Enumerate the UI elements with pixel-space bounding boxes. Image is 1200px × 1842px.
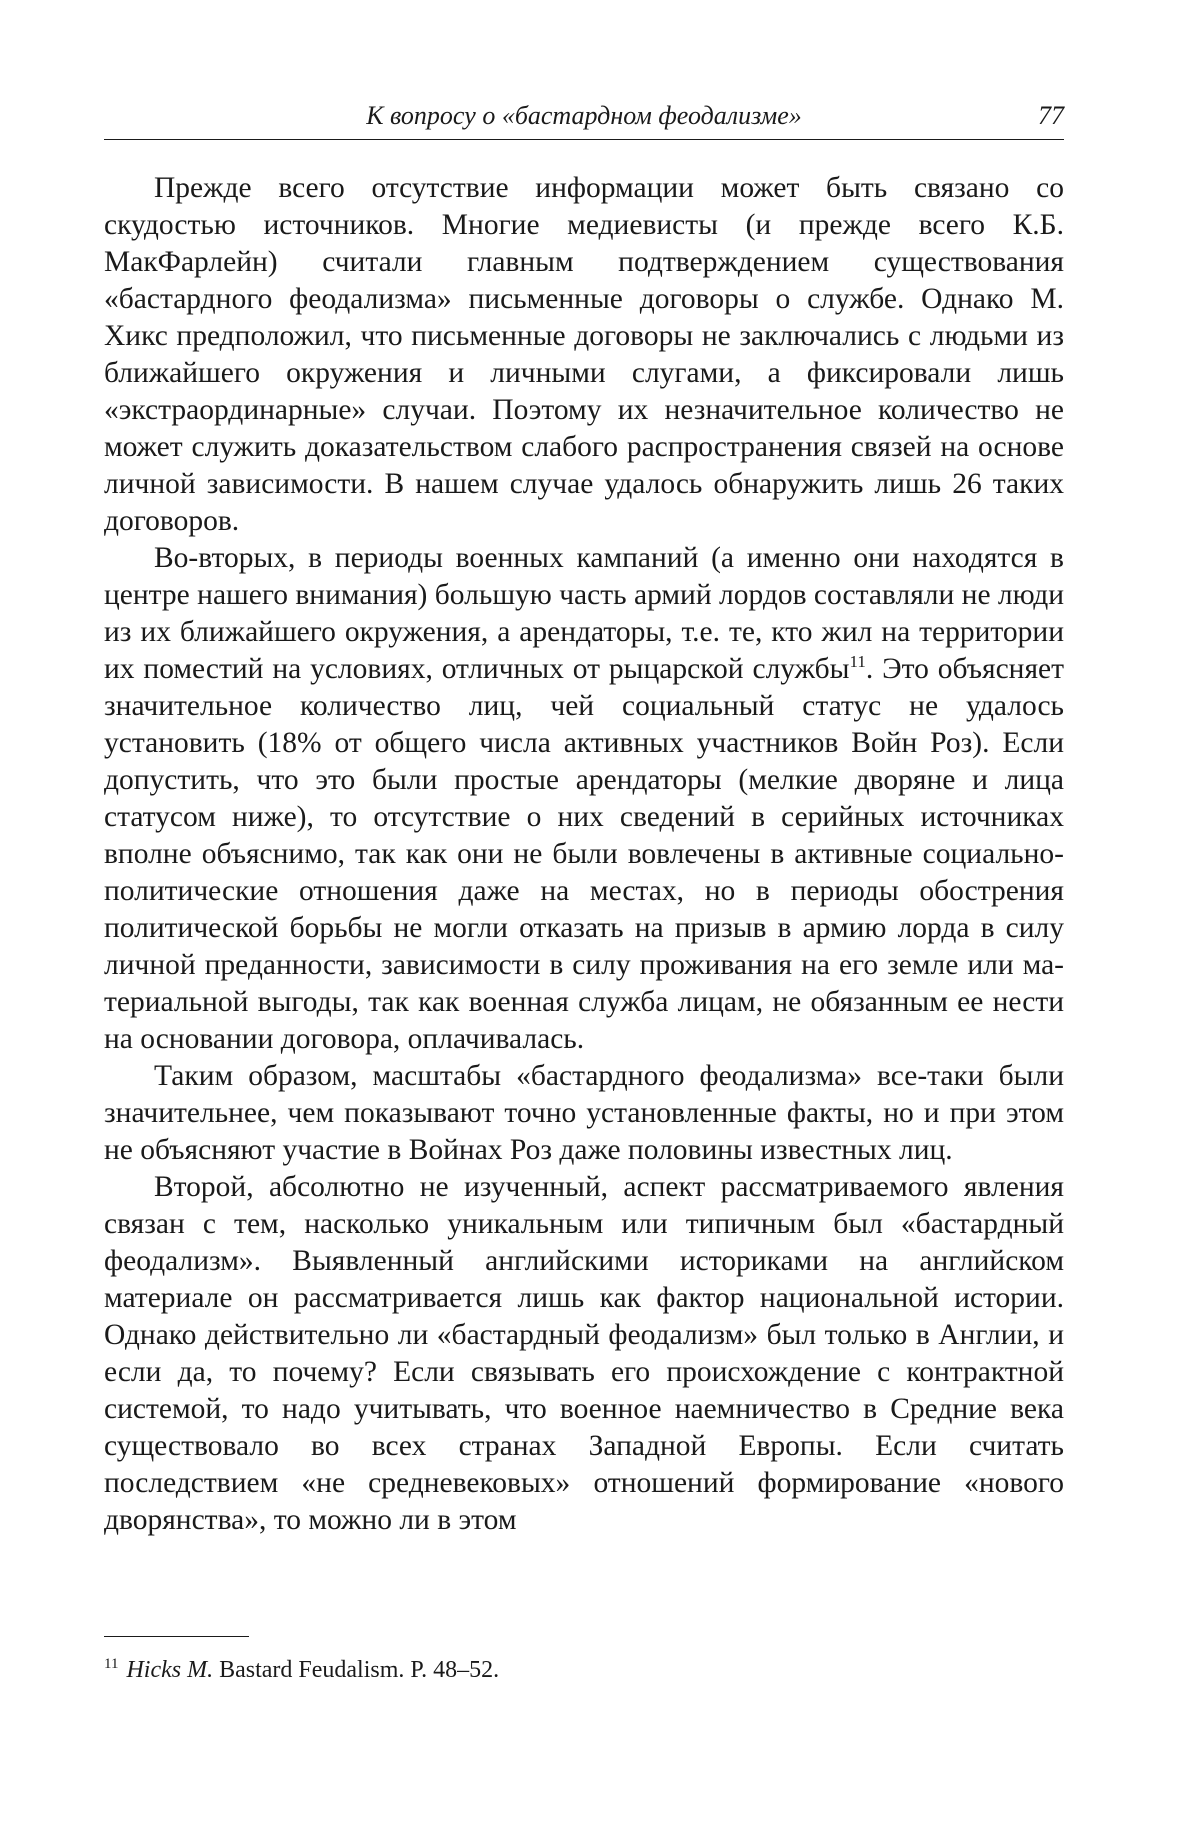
- footnote-rule: [104, 1636, 249, 1637]
- footnote-mark: 11: [104, 1656, 119, 1672]
- paragraph-4: Второй, абсолютно не изученный, аспект рассматриваемого явления связан с тем, насколько уникальным или типичным был «бастардный феодализм». Выявленный английскими историками на английском материале он рассматривается лишь как фактор национальной истории. Однако действительно ли «бастардный феодализм» был только в Англии, и если да, то почему? Если связывать его происхождение с контрактной системой, то надо учитывать, что военное наемничество в Средние века существовало во всех странах Западной Европы. Если считать последствием «не средневековых» отношений формирование «нового дворянства», то можно ли в этом: [104, 1171, 1064, 1536]
- footnote-author: Hicks M.: [126, 1657, 214, 1683]
- running-title: К вопросу о «бастардном феодализме»: [366, 101, 802, 130]
- footnote: [104, 1654, 1064, 1686]
- header-rule: [104, 139, 1064, 140]
- book-page: [104, 0, 1064, 1842]
- page-number: 77: [1038, 101, 1064, 130]
- paragraph-2-part-1: Во-вторых, в периоды военных кампаний (а именно они находятся в центре нашего внимания) большую часть армий лордов составляли не люди из их ближайшего окружения, а арендаторы, т.е. те, кто жил на территории их поместий на условиях, отличных от рыцарской службы: [104, 542, 1064, 685]
- running-head: [104, 98, 1064, 138]
- paragraph-3: Таким образом, масштабы «бастардного феодализма» все-таки были значительнее, чем показывают точно установленные факты, но и при этом не объясняют участие в Войнах Роз даже половины известных лиц.: [104, 1060, 1064, 1166]
- paragraph-2: [104, 540, 1064, 1058]
- footnote-text: Bastard Feudalism. P. 48–52.: [213, 1657, 500, 1683]
- paragraph-2-part-2: . Это объясняет значительное количество лиц, чей социальный статус не удалось установить (18% от общего числа активных участников Войн Роз). Если допустить, что это были простые арендаторы (мелкие дворяне и лица статусом ниже), то отсутствие о них сведений в серийных источниках вполне объяснимо, так как они не были вовлечены в активные социально-политические отношения даже на местах, но в периоды обострения политической борьбы не могли отказать на призыв в армию лорда в силу личной преданности, зависимости в силу проживания на его земле или материальной выгоды, так как военная служба лицам, не обязанным ее нести на основании договора, оплачивалась.: [104, 653, 1065, 1055]
- main-text: [104, 170, 1064, 1539]
- paragraph-1: Прежде всего отсутствие информации может быть связано со скудостью источников. Многие медиевисты (и прежде всего К.Б. МакФарлейн) считали главным подтверждением существования «бастардного феодализма» письменные договоры о службе. Однако М. Хикс предположил, что письменные договоры не заключались с людьми из ближайшего окружения и личными слугами, а фиксировали лишь «экстраординарные» случаи. Поэтому их незначительное количество не может служить доказательством слабого распространения связей на основе личной зависимости. В нашем случае удалось обнаружить лишь 26 таких договоров.: [104, 172, 1064, 537]
- footnote-reference[interactable]: 11: [849, 652, 866, 672]
